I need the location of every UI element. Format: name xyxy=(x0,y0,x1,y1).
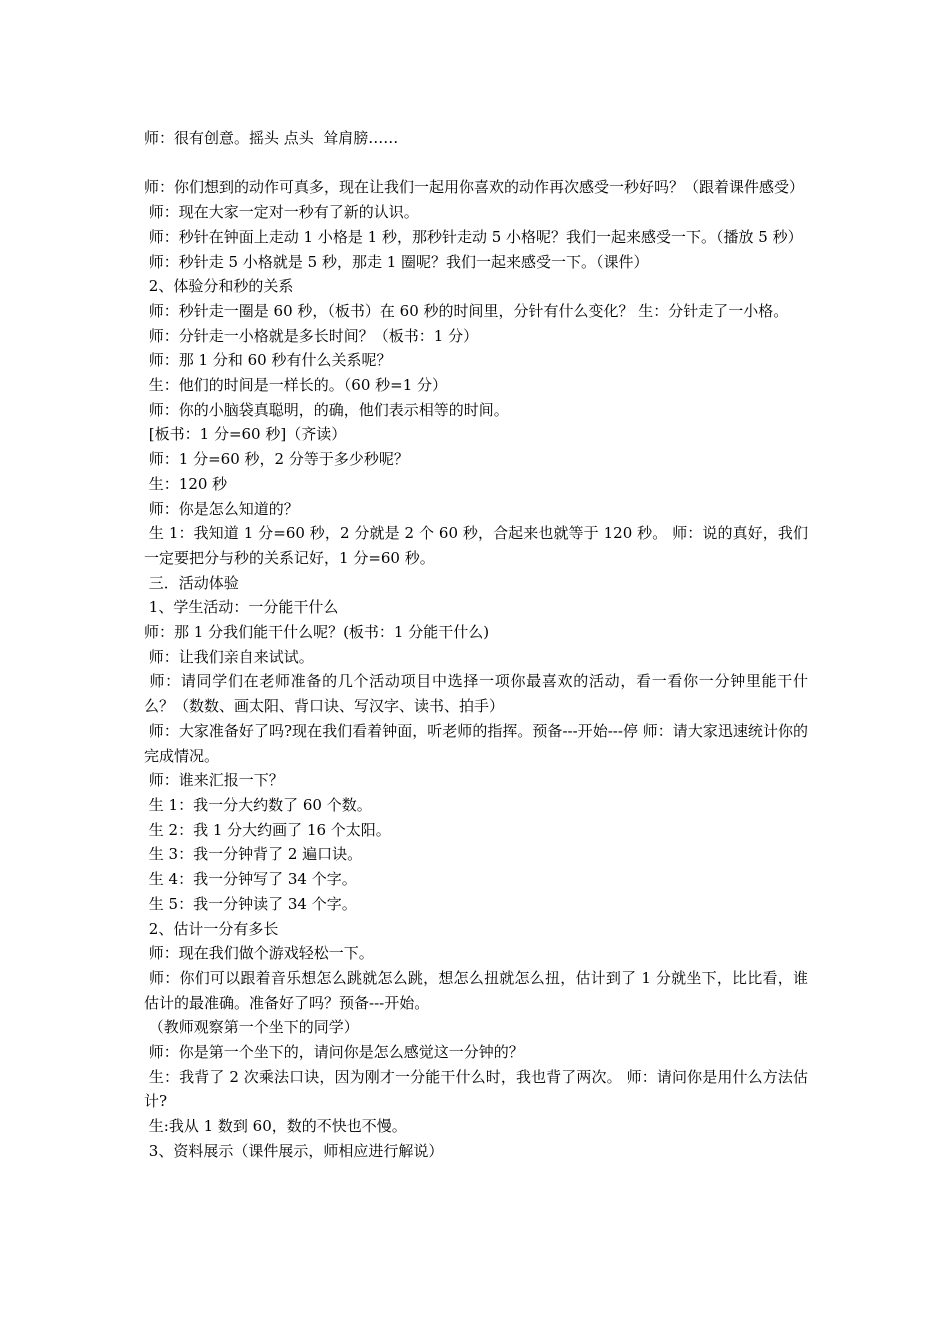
text-line: 师：那 1 分我们能干什么呢？(板书：1 分能干什么) xyxy=(144,623,490,642)
text-line: 师：秒针在钟面上走动 1 小格是 1 秒，那秒针走动 5 小格呢？我们一起来感受一下。（播放 5 秒） xyxy=(144,227,803,246)
text-line: 师：你的小脑袋真聪明，的确，他们表示相等的时间。 xyxy=(144,400,509,419)
text-line: 生:我从 1 数到 60，数的不快也不慢。 xyxy=(144,1117,407,1136)
text-line: （教师观察第一个坐下的同学） xyxy=(144,1018,359,1037)
text-line: 生 3：我一分钟背了 2 遍口诀。 xyxy=(144,845,363,864)
text-line: 师：请同学们在老师准备的几个活动项目中选择一项你最喜欢的活动，看一看你一分钟里能干什么？（数数、画太阳、背口诀、写汉字、读书、拍手） xyxy=(144,672,808,716)
text-line: 师：分针走一小格就是多长时间？（板书：1 分） xyxy=(144,326,479,345)
text-line: 生 1：我一分大约数了 60 个数。 xyxy=(144,795,372,814)
section-heading: 2、估计一分有多长 xyxy=(144,919,279,938)
text-line: [板书：1 分=60 秒]（齐读） xyxy=(144,425,347,444)
text-line: 生：我背了 2 次乘法口诀，因为刚才一分能干什么时，我也背了两次。 师：请问你是用什么方法估计? xyxy=(144,1067,808,1111)
section-heading: 三．活动体验 xyxy=(144,573,239,592)
text-line: 师：现在大家一定对一秒有了新的认识。 xyxy=(144,203,419,222)
section-heading: 3、资料展示（课件展示，师相应进行解说） xyxy=(144,1141,444,1160)
text-line: 生 2：我 1 分大约画了 16 个太阳。 xyxy=(144,820,391,839)
text-line: 师：大家准备好了吗?现在我们看着钟面，听老师的指挥。预备---开始---停 师：请大家迅速统计你的完成情况。 xyxy=(144,721,808,765)
text-line: 师：你们想到的动作可真多，现在让我们一起用你喜欢的动作再次感受一秒好吗？（跟着课件感受） xyxy=(144,153,805,197)
section-heading: 2、体验分和秒的关系 xyxy=(144,277,294,296)
text-line: 师：1 分=60 秒，2 分等于多少秒呢？ xyxy=(144,450,409,469)
text-line: 师：那 1 分和 60 秒有什么关系呢？ xyxy=(144,351,392,370)
text-line: 生：120 秒 xyxy=(144,474,228,493)
text-line: 师：让我们亲自来试试。 xyxy=(144,647,314,666)
text-line: 师：秒针走 5 小格就是 5 秒，那走 1 圈呢？我们一起来感受一下。（课件） xyxy=(144,252,649,271)
text-line: 师：你是第一个坐下的，请问你是怎么感觉这一分钟的？ xyxy=(144,1043,524,1062)
text-line: 生 5：我一分钟读了 34 个字。 xyxy=(144,894,357,913)
text-line: 师：秒针走一圈是 60 秒，（板书）在 60 秒的时间里，分针有什么变化？ 生：分针走了一小格。 xyxy=(144,301,789,320)
text-line: 生 4：我一分钟写了 34 个字。 xyxy=(144,870,357,889)
text-line: 生：他们的时间是一样长的。（60 秒=1 分） xyxy=(144,376,448,395)
text-line: 师：很有创意。摇头 点头 耸肩膀…… xyxy=(144,129,399,147)
text-line: 师：你是怎么知道的？ xyxy=(144,499,299,518)
text-line: 师：现在我们做个游戏轻松一下。 xyxy=(144,944,374,963)
section-heading: 1、学生活动：一分能干什么 xyxy=(144,598,339,617)
text-line: 师：你们可以跟着音乐想怎么跳就怎么跳，想怎么扭就怎么扭，估计到了 1 分就坐下，比比看，谁估计的最准确。准备好了吗？预备---开始。 xyxy=(144,968,808,1012)
document-body xyxy=(144,126,808,1164)
text-line: 师：谁来汇报一下？ xyxy=(144,771,284,790)
text-line: 生 1：我知道 1 分=60 秒，2 分就是 2 个 60 秒，合起来也就等于 120 秒。 师：说的真好，我们一定要把分与秒的关系记好，1 分=60 秒。 xyxy=(144,524,808,567)
